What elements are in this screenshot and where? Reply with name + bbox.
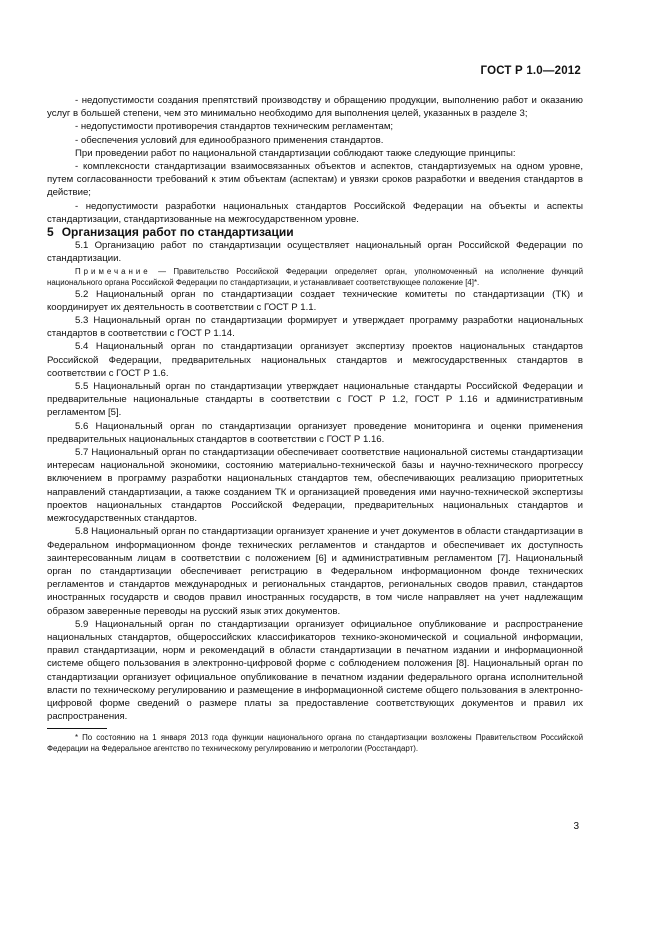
note-text: — Правительство Российской Федерации определяет орган, уполномоченный на исполнение функций национального органа Российской Федерации по стандартизации, и устанавливает соответствующее положение [4]*. bbox=[47, 266, 583, 287]
paragraph: - обеспечения условий для единообразного применения стандартов. bbox=[75, 134, 384, 146]
paragraph: 5.5 Национальный орган по стандартизации утверждает национальные стандарты Российской Федерации и предварительные национальные стандарты в соответствии с ГОСТ Р 1.2, ГОСТ Р 1.16 и административным регламентом [5]. bbox=[47, 381, 583, 419]
paragraph: - комплексности стандартизации взаимосвязанных объектов и аспектов, стандартизуемых на одном уровне, путем согласованности требований к этим объектам (аспектам) и увязки сроков разработки и введения стандартов в действие; bbox=[47, 161, 583, 199]
paragraph: При проведении работ по национальной стандартизации соблюдают также следующие принципы: bbox=[75, 147, 516, 159]
paragraph: 5.6 Национальный орган по стандартизации организует проведение мониторинга и оценки применения предварительных национальных стандартов в соответствии с ГОСТ Р 1.16. bbox=[47, 420, 583, 445]
paragraph: 5.9 Национальный орган по стандартизации организует официальное опубликование и распространение национальных стандартов, общероссийских классификаторов технико-экономической и социальной информации, правил стандартизации, норм и рекомендаций в области стандартизации в печатном издании и информационной системе общего пользования в электронно-цифровой форме с соблюдением положения [8]. Национальный орган по стандартизации организует официальное опубликование в печатном издании федерального органа исполнительной власти по техническому регулированию и размещение в информационной системе общего пользования в электронно-цифровой форме сведений о размере платы за предоставление соответствующих документов и правил их распространения. bbox=[47, 618, 583, 723]
paragraph: - недопустимости противоречия стандартов техническим регламентам; bbox=[75, 121, 394, 133]
document-header: ГОСТ Р 1.0—2012 bbox=[480, 65, 581, 77]
footnote-divider bbox=[47, 728, 107, 729]
page-number: 3 bbox=[573, 821, 579, 832]
paragraph: 5.4 Национальный орган по стандартизации организует экспертизу проектов национальных стандартов Российской Федерации, предварительных национальных стандартов и межгосударственных стандартов в соответствии с ГОСТ Р 1.6. bbox=[47, 341, 583, 379]
paragraph: 5.7 Национальный орган по стандартизации обеспечивает соответствие национальной системы стандартизации интересам национальной экономики, состоянию материально-технической базы и научно-технического прогрессу включением в программу разработки национальных стандартов тем, обеспечивающих реализацию приоритетных направлений стандартизации, а также созданием ТК и организацией проведения ими научно-технической экспертизы проектов национальных стандартов Российской Федерации, предварительных национальных стандартов и межгосударственных стандартов. bbox=[47, 447, 583, 525]
section-title: Организация работ по стандартизации bbox=[61, 225, 294, 240]
paragraph: - недопустимости создания препятствий производству и обращению продукции, выполнению работ и оказанию услуг в большей степени, чем это минимально необходимо для выполнения целей, указанных в разделе 3; bbox=[47, 95, 583, 120]
paragraph: 5.1 Организацию работ по стандартизации осуществляет национальный орган Российской Федерации по стандартизации. bbox=[47, 240, 583, 265]
section-number: 5 bbox=[47, 225, 54, 240]
paragraph: 5.2 Национальный орган по стандартизации создает технические комитеты по стандартизации (ТК) и координирует их деятельность в соответствии с ГОСТ Р 1.1. bbox=[47, 288, 583, 313]
note-lead: Примечание bbox=[75, 266, 151, 276]
footnote: * По состоянию на 1 января 2013 года функции национального органа по стандартизации возложены Правительством Российской Федерации на Федеральное агентство по техническому регулированию и метрологии (Росстандарт). bbox=[47, 733, 583, 754]
section-heading bbox=[47, 226, 583, 239]
note bbox=[47, 266, 583, 288]
document-body bbox=[47, 94, 583, 754]
paragraph: - недопустимости разработки национальных стандартов Российской Федерации на объекты и аспекты стандартизации, стандартизованные на межгосударственном уровне. bbox=[47, 200, 583, 225]
paragraph: 5.8 Национальный орган по стандартизации организует хранение и учет документов в области стандартизации в Федеральном информационном фонде технических регламентов и стандартов и обеспечивает их доступность заинтересованным лицам в соответствии с положением [6] и административным регламентом [7]. Национальный орган по стандартизации обеспечивает регистрацию в Федеральном информационном фонде технических регламентов и стандартов международных и региональных стандартов, региональных сводов правил, стандартов иностранных государств и сводов правил иностранных государств, в том числе направляет на учет надлежащим образом заверенные переводы на русский язык этих документов. bbox=[47, 526, 583, 617]
paragraph: 5.3 Национальный орган по стандартизации формирует и утверждает программу разработки национальных стандартов в соответствии с ГОСТ Р 1.14. bbox=[47, 315, 583, 340]
